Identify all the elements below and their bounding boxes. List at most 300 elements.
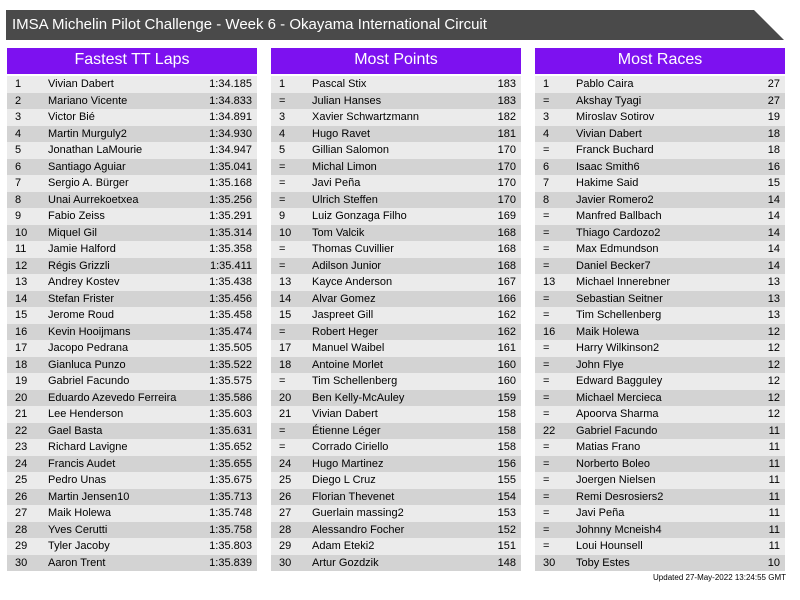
row-position: =	[543, 507, 550, 519]
table-row	[271, 258, 521, 275]
table-row	[7, 175, 257, 192]
row-position: 1	[543, 78, 550, 90]
table-row	[271, 291, 521, 308]
row-position: =	[279, 177, 286, 189]
table-row	[271, 406, 521, 423]
row-position: =	[543, 226, 550, 239]
table-row	[7, 555, 257, 572]
row-position: 18	[279, 358, 292, 371]
row-value: 154	[497, 490, 516, 503]
row-value: 162	[497, 325, 516, 338]
row-position: 22	[15, 424, 28, 437]
table-row	[271, 208, 521, 225]
row-name: Tyler Jacoby	[48, 540, 110, 552]
row-value: 14	[767, 226, 780, 239]
table-row	[271, 109, 521, 126]
table-row	[7, 357, 257, 374]
table-row	[7, 225, 257, 242]
row-name: Jamie Halford	[48, 243, 116, 255]
row-name: Akshay Tyagi	[576, 94, 642, 107]
row-position: =	[543, 210, 550, 222]
row-name: Victor Bié	[48, 111, 95, 123]
row-position: 30	[543, 556, 556, 569]
row-name: Santiago Aguiar	[48, 160, 126, 173]
table-row	[535, 439, 785, 456]
row-name: Franck Buchard	[576, 144, 654, 156]
row-position: =	[543, 490, 550, 503]
table-row	[535, 522, 785, 539]
row-position: =	[279, 193, 286, 206]
table-row	[271, 522, 521, 539]
row-value: 12	[767, 358, 780, 371]
row-value: 11	[768, 424, 780, 437]
row-name: Adam Eteki2	[312, 540, 375, 552]
row-name: Pascal Stix	[312, 78, 367, 90]
table-row	[271, 357, 521, 374]
row-value: 181	[497, 127, 516, 140]
leaderboard-rows	[535, 76, 785, 571]
row-name: Étienne Léger	[312, 424, 381, 437]
row-value: 13	[767, 309, 780, 321]
row-value: 10	[767, 556, 780, 569]
table-row	[271, 555, 521, 572]
leaderboard-rows	[7, 76, 257, 571]
row-value: 1:35.586	[209, 391, 252, 404]
row-position: =	[543, 342, 550, 354]
table-row	[271, 439, 521, 456]
row-name: Aaron Trent	[48, 556, 106, 569]
row-value: 12	[767, 342, 780, 354]
table-row	[271, 340, 521, 357]
row-value: 1:35.803	[209, 540, 252, 552]
row-name: Tom Valcik	[312, 226, 365, 239]
table-row	[7, 340, 257, 357]
fastest-tt-laps-panel	[7, 48, 257, 571]
row-position: =	[543, 309, 550, 321]
row-position: =	[543, 523, 550, 536]
row-value: 12	[767, 375, 780, 387]
row-value: 153	[497, 507, 516, 519]
row-position: 10	[15, 226, 28, 239]
row-value: 1:34.891	[209, 111, 252, 123]
row-position: 26	[279, 490, 292, 503]
table-row	[535, 456, 785, 473]
row-name: Tim Schellenberg	[312, 375, 398, 387]
row-name: Antoine Morlet	[312, 358, 383, 371]
table-row	[535, 505, 785, 522]
row-name: Fabio Zeiss	[48, 210, 105, 222]
row-position: 21	[279, 408, 292, 420]
row-name: Stefan Frister	[48, 292, 115, 305]
row-value: 15	[767, 177, 780, 189]
row-value: 158	[497, 424, 516, 437]
row-name: Daniel Becker7	[576, 259, 651, 272]
row-value: 14	[767, 259, 780, 272]
leaderboard-rows	[271, 76, 521, 571]
row-name: Ben Kelly-McAuley	[312, 391, 405, 404]
table-row	[535, 423, 785, 440]
table-row	[271, 423, 521, 440]
row-value: 1:35.758	[209, 523, 252, 536]
row-name: Jonathan LaMourie	[48, 144, 143, 156]
row-name: Isaac Smith6	[576, 160, 640, 173]
row-position: 4	[543, 127, 550, 140]
row-value: 1:34.833	[209, 94, 252, 107]
row-value: 1:35.631	[209, 424, 252, 437]
row-position: 14	[279, 292, 292, 305]
row-name: Artur Gozdzik	[312, 556, 379, 569]
row-name: Florian Thevenet	[312, 490, 395, 503]
row-position: 23	[15, 441, 28, 453]
row-value: 1:35.748	[209, 507, 252, 519]
row-position: 5	[279, 144, 286, 156]
row-value: 158	[497, 408, 516, 420]
page-title: IMSA Michelin Pilot Challenge - Week 6 - Okayama International Circuit	[12, 16, 487, 33]
table-row	[271, 225, 521, 242]
row-position: 30	[15, 556, 28, 569]
table-row	[535, 241, 785, 258]
updated-timestamp: Updated 27-May-2022 13:24:55 GMT	[653, 573, 786, 582]
table-row	[535, 126, 785, 143]
table-row	[271, 472, 521, 489]
row-value: 1:35.505	[209, 342, 252, 354]
row-name: Jacopo Pedrana	[48, 342, 129, 354]
table-row	[7, 93, 257, 110]
row-value: 27	[767, 94, 780, 107]
table-row	[7, 208, 257, 225]
row-name: Edward Bagguley	[576, 375, 663, 387]
row-position: =	[543, 375, 550, 387]
row-value: 170	[497, 177, 516, 189]
table-row	[535, 373, 785, 390]
row-name: Andrey Kostev	[48, 276, 120, 288]
row-position: 20	[279, 391, 292, 404]
row-position: 7	[543, 177, 550, 189]
row-value: 12	[767, 408, 780, 420]
row-value: 1:35.713	[209, 490, 252, 503]
row-name: Gabriel Facundo	[576, 424, 658, 437]
table-row	[7, 274, 257, 291]
row-value: 160	[497, 358, 516, 371]
row-value: 162	[497, 309, 516, 321]
row-position: 15	[279, 309, 292, 321]
row-position: 13	[15, 276, 28, 288]
table-row	[535, 324, 785, 341]
row-value: 11	[768, 474, 780, 486]
row-position: 3	[543, 111, 550, 123]
row-value: 1:35.411	[209, 259, 252, 272]
table-row	[271, 390, 521, 407]
table-row	[535, 357, 785, 374]
row-position: 4	[15, 127, 22, 140]
row-position: 20	[15, 391, 28, 404]
row-name: Michael Innerebner	[576, 276, 671, 288]
row-name: Javier Romero2	[576, 193, 654, 206]
row-position: 12	[15, 259, 28, 272]
row-name: Julian Hanses	[312, 94, 382, 107]
row-position: =	[543, 457, 550, 470]
row-value: 1:35.655	[209, 457, 252, 470]
table-row	[535, 192, 785, 209]
table-row	[535, 159, 785, 176]
row-name: Maik Holewa	[48, 507, 111, 519]
row-position: 1	[15, 78, 22, 90]
row-position: =	[279, 325, 286, 338]
row-name: Miquel Gil	[48, 226, 97, 239]
row-value: 1:35.575	[209, 375, 252, 387]
row-position: 17	[15, 342, 28, 354]
row-value: 182	[497, 111, 516, 123]
row-value: 168	[497, 226, 516, 239]
row-value: 14	[767, 243, 780, 255]
row-value: 1:35.652	[209, 441, 252, 453]
table-row	[7, 142, 257, 159]
row-name: Gianluca Punzo	[48, 358, 126, 371]
row-name: Luiz Gonzaga Filho	[312, 210, 407, 222]
row-value: 11	[768, 540, 780, 552]
row-position: 10	[279, 226, 292, 239]
row-position: =	[543, 540, 550, 552]
row-value: 183	[497, 94, 516, 107]
row-name: Mariano Vicente	[48, 94, 128, 107]
row-name: Sebastian Seitner	[576, 292, 663, 305]
row-position: 3	[279, 111, 286, 123]
row-position: =	[279, 441, 286, 453]
table-row	[271, 307, 521, 324]
table-row	[7, 538, 257, 555]
row-name: Max Edmundson	[576, 243, 659, 255]
row-position: =	[543, 408, 550, 420]
table-row	[271, 93, 521, 110]
row-position: 27	[279, 507, 292, 519]
row-position: 8	[543, 193, 550, 206]
table-row	[535, 142, 785, 159]
row-position: =	[543, 441, 550, 453]
row-name: Sergio A. Bürger	[48, 177, 129, 189]
row-value: 27	[767, 78, 780, 90]
row-position: 25	[15, 474, 28, 486]
row-value: 1:35.456	[209, 292, 252, 305]
row-name: Joergen Nielsen	[576, 474, 656, 486]
row-value: 183	[497, 78, 516, 90]
row-value: 11	[768, 507, 780, 519]
row-position: =	[279, 243, 286, 255]
row-value: 151	[497, 540, 516, 552]
row-position: 8	[15, 193, 22, 206]
row-position: 30	[279, 556, 292, 569]
row-value: 1:35.041	[209, 160, 252, 173]
row-name: Robert Heger	[312, 325, 379, 338]
row-name: Michal Limon	[312, 160, 377, 173]
row-name: Régis Grizzli	[48, 259, 110, 272]
table-row	[535, 109, 785, 126]
table-row	[7, 373, 257, 390]
row-value: 155	[497, 474, 516, 486]
row-name: Javi Peña	[312, 177, 361, 189]
row-name: Miroslav Sotirov	[576, 111, 655, 123]
table-row	[7, 76, 257, 93]
table-row	[7, 291, 257, 308]
table-row	[271, 241, 521, 258]
row-name: Alvar Gomez	[312, 292, 376, 305]
row-value: 11	[768, 490, 780, 503]
row-name: Gael Basta	[48, 424, 103, 437]
table-row	[271, 505, 521, 522]
table-row	[535, 291, 785, 308]
row-position: 19	[15, 375, 28, 387]
row-name: Apoorva Sharma	[576, 408, 659, 420]
row-value: 1:34.930	[209, 127, 252, 140]
table-row	[271, 175, 521, 192]
row-name: Manuel Waibel	[312, 342, 385, 354]
row-name: Norberto Boleo	[576, 457, 650, 470]
table-row	[535, 307, 785, 324]
row-value: 13	[767, 276, 780, 288]
row-position: 15	[15, 309, 28, 321]
row-position: 16	[543, 325, 556, 338]
row-value: 170	[497, 160, 516, 173]
row-position: =	[543, 474, 550, 486]
row-position: 18	[15, 358, 28, 371]
row-name: Vivian Dabert	[312, 408, 378, 420]
row-name: Eduardo Azevedo Ferreira	[48, 391, 177, 404]
row-position: 4	[279, 127, 286, 140]
row-position: =	[279, 259, 286, 272]
row-position: 9	[15, 210, 22, 222]
row-value: 18	[767, 144, 780, 156]
row-name: Michael Mercieca	[576, 391, 662, 404]
row-position: =	[543, 292, 550, 305]
row-value: 160	[497, 375, 516, 387]
table-row	[7, 324, 257, 341]
row-position: 13	[279, 276, 292, 288]
table-row	[271, 192, 521, 209]
table-row	[7, 406, 257, 423]
row-value: 14	[767, 210, 780, 222]
panel-title: Fastest TT Laps	[7, 48, 257, 74]
table-row	[535, 175, 785, 192]
row-position: 14	[15, 292, 28, 305]
table-row	[535, 340, 785, 357]
table-row	[535, 489, 785, 506]
title-bar	[6, 10, 784, 40]
row-position: 1	[279, 78, 286, 90]
table-row	[271, 489, 521, 506]
row-name: Matias Frano	[576, 441, 641, 453]
row-name: Guerlain massing2	[312, 507, 404, 519]
most-races-panel	[535, 48, 785, 571]
row-name: Remi Desrosiers2	[576, 490, 664, 503]
row-position: =	[543, 243, 550, 255]
row-value: 1:35.168	[209, 177, 252, 189]
table-row	[535, 208, 785, 225]
panel-title: Most Races	[535, 48, 785, 74]
row-position: 29	[279, 540, 292, 552]
row-position: 11	[15, 243, 27, 255]
table-row	[271, 456, 521, 473]
row-name: Harry Wilkinson2	[576, 342, 660, 354]
row-name: Adilson Junior	[312, 259, 382, 272]
row-value: 1:35.314	[209, 226, 252, 239]
row-name: Kevin Hooijmans	[48, 325, 131, 338]
table-row	[7, 126, 257, 143]
row-name: Hugo Ravet	[312, 127, 371, 140]
row-position: =	[543, 144, 550, 156]
row-name: Gillian Salomon	[312, 144, 390, 156]
row-value: 12	[767, 391, 780, 404]
row-position: 25	[279, 474, 292, 486]
table-row	[7, 522, 257, 539]
row-name: Yves Cerutti	[48, 523, 108, 536]
row-value: 19	[767, 111, 780, 123]
row-name: Thiago Cardozo2	[576, 226, 661, 239]
row-position: 9	[279, 210, 286, 222]
row-position: 27	[15, 507, 28, 519]
row-value: 1:35.358	[209, 243, 252, 255]
row-name: Vivian Dabert	[576, 127, 642, 140]
row-position: =	[279, 375, 286, 387]
row-name: Hugo Martinez	[312, 457, 384, 470]
row-value: 1:35.675	[209, 474, 252, 486]
row-value: 1:35.291	[209, 210, 252, 222]
table-row	[535, 274, 785, 291]
row-name: Jerome Roud	[48, 309, 115, 321]
row-position: =	[279, 94, 286, 107]
row-name: Thomas Cuvillier	[312, 243, 394, 255]
row-position: =	[543, 391, 550, 404]
row-position: 7	[15, 177, 22, 189]
most-points-panel	[271, 48, 521, 571]
table-row	[535, 538, 785, 555]
table-row	[271, 126, 521, 143]
row-value: 1:35.458	[209, 309, 252, 321]
row-value: 169	[497, 210, 516, 222]
row-position: 24	[279, 457, 292, 470]
row-name: Tim Schellenberg	[576, 309, 662, 321]
row-name: Unai Aurrekoetxea	[48, 193, 139, 206]
table-row	[535, 225, 785, 242]
row-value: 148	[497, 556, 516, 569]
row-position: 2	[15, 94, 22, 107]
row-value: 11	[768, 523, 780, 536]
row-value: 156	[497, 457, 516, 470]
row-position: 28	[279, 523, 292, 536]
table-row	[535, 390, 785, 407]
row-position: 22	[543, 424, 556, 437]
row-name: Kayce Anderson	[312, 276, 393, 288]
row-value: 1:35.474	[209, 325, 252, 338]
row-name: Hakime Said	[576, 177, 639, 189]
row-value: 166	[497, 292, 516, 305]
row-position: 29	[15, 540, 28, 552]
row-value: 168	[497, 243, 516, 255]
row-value: 13	[767, 292, 780, 305]
row-position: 6	[543, 160, 550, 173]
table-row	[535, 93, 785, 110]
table-row	[7, 258, 257, 275]
row-position: 13	[543, 276, 556, 288]
table-row	[7, 241, 257, 258]
table-row	[535, 406, 785, 423]
row-value: 11	[768, 441, 780, 453]
table-row	[535, 555, 785, 572]
row-name: Richard Lavigne	[48, 441, 128, 453]
row-value: 1:35.438	[209, 276, 252, 288]
row-name: Manfred Ballbach	[576, 210, 662, 222]
row-name: Xavier Schwartzmann	[312, 111, 419, 123]
table-row	[7, 390, 257, 407]
row-value: 18	[767, 127, 780, 140]
